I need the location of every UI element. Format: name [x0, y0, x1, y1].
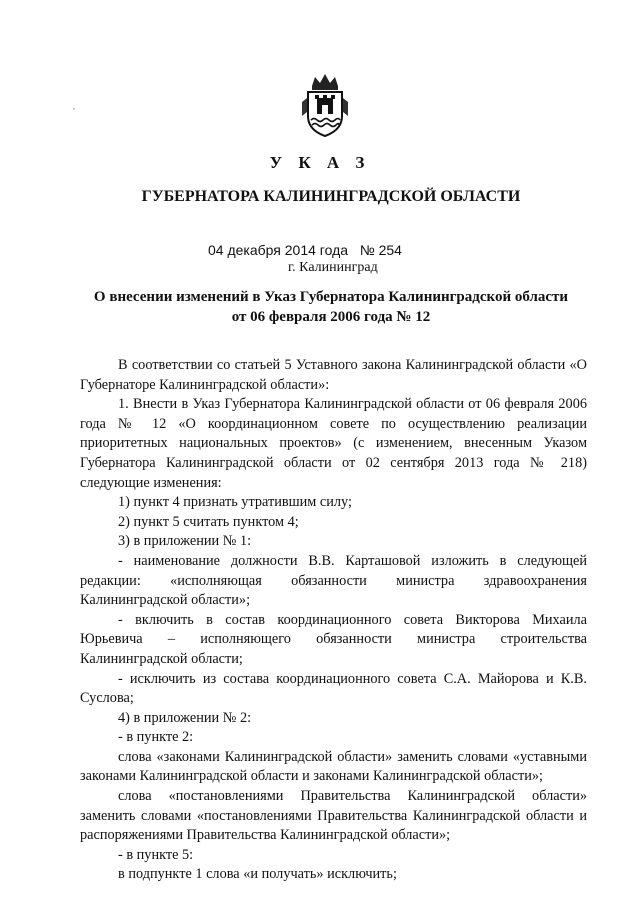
scan-speck: ,	[73, 102, 75, 111]
coat-of-arms-icon	[300, 72, 350, 138]
paragraph-item-1: 1. Внести в Указ Губернатора Калининградской области от 06 февраля 2006 года № 12 «О координационном совете по осуществлению реализации приоритетных национальных проектов» (с изменением, внесенным Указом Губернатора Калининградской области от 02 сентября 2013 года № 218) следующие изменения:	[80, 396, 587, 491]
paragraph-dash-item: - в пункте 2:	[118, 729, 194, 746]
date-and-number: 04 декабря 2014 года № 254	[208, 242, 402, 258]
paragraph-words-replace: слова «постановлениями Правительства Калининградской области» заменить словами «постановлениями Правительства Калининградской области и распоряжениями Правительства Калининградской области»;	[80, 788, 587, 844]
paragraph-dash-item: - включить в состав координационного совета Викторова Михаила Юрьевича – исполняющего обязанности министра строительства Калининградской области;	[80, 611, 587, 667]
subject-line: от 06 февраля 2006 года № 12	[231, 309, 431, 325]
city: г. Калининград	[288, 260, 378, 275]
issuing-authority: ГУБЕРНАТОРА КАЛИНИНГРАДСКОЙ ОБЛАСТИ	[141, 188, 521, 205]
document-type-title: У К А З	[269, 153, 371, 172]
paragraph-subitem: 4) в приложении № 2:	[118, 709, 252, 726]
paragraph-subitem: 2) пункт 5 считать пунктом 4;	[118, 513, 299, 530]
subject-line: О внесении изменений в Указ Губернатора Калининградской области	[93, 289, 569, 305]
document-body	[80, 356, 587, 885]
paragraph-dash-item: - в пункте 5:	[118, 846, 194, 863]
paragraph-dash-item: - исключить из состава координационного совета С.А. Майорова и К.В. Суслова;	[80, 670, 587, 707]
paragraph-dash-item: - наименование должности В.В. Карташовой изложить в следующей редакции: «исполняющая обязанности министра здравоохранения Калининградской области»;	[80, 552, 587, 609]
paragraph-preamble: В соответствии со статьей 5 Уставного закона Калининградской области «О Губернаторе Калининградской области»:	[80, 357, 587, 393]
document-subject	[0, 287, 640, 327]
paragraph-subitem: 1) пункт 4 признать утратившим силу;	[118, 494, 352, 511]
paragraph-subitem: 3) в приложении № 1:	[118, 533, 252, 550]
paragraph-subitem: в подпункте 1 слова «и получать» исключить;	[118, 866, 397, 883]
paragraph-words-replace: слова «законами Калининградской области» заменить словами «уставными законами Калининградской области и законами Калининградской области»;	[80, 748, 587, 785]
